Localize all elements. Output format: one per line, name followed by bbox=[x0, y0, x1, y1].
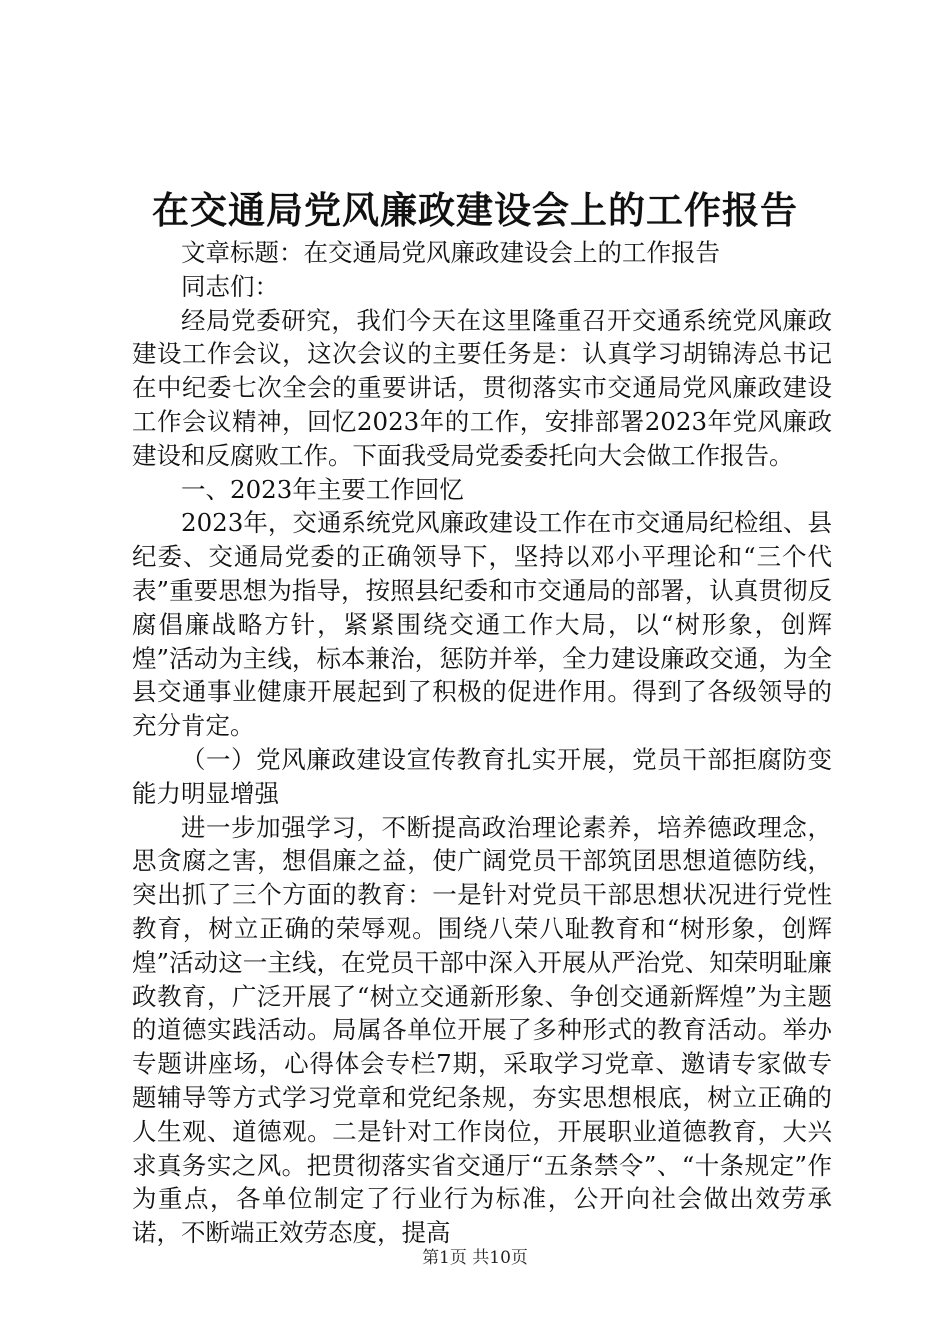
page-footer: 第1页 共10页 bbox=[422, 1248, 528, 1268]
subsection-heading: （一）党风廉政建设宣传教育扎实开展，党员干部拒腐防变能力明显增强 bbox=[132, 744, 832, 808]
paragraph: 经局党委研究，我们今天在这里隆重召开交通系统党风廉政建设工作会议，这次会议的主要任务是：认真学习胡锦涛总书记在中纪委七次全会的重要讲话，贯彻落实市交通局党风廉政建设工作会议精神，回忆2023年的工作，安排部署2023年党风廉政建设和反腐败工作。下面我受局党委委托向大会做工作报告。 bbox=[132, 305, 832, 470]
paragraph: 进一步加强学习，不断提高政治理论素养，培养德政理念，思贪腐之害，想倡廉之益，使广阔党员干部筑囝思想道德防线，突出抓了三个方面的教育：一是针对党员干部思想状况进行党性教育，树立正确的荣辱观。围绕八荣八耻教育和“树形象，创辉煌”活动这一主线，在党员干部中深入开展从严治党、知荣明耻廉政教育，广泛开展了“树立交通新形象、争创交通新辉煌”为主题的道德实践活动。局属各单位开展了多种形式的教育活动。举办专题讲座场，心得体会专栏7期，采取学习党章、邀请专家做专题辅导等方式学习党章和党纪条规，夯实思想根底，树立正确的人生观、道德观。二是针对工作岗位，开展职业道德教育，大兴求真务实之风。把贯彻落实省交通厅“五条禁令”、“十条规定”作为重点，各单位制定了行业行为标准，公开向社会做出效劳承诺，不断端正效劳态度，提高 bbox=[132, 812, 832, 1248]
paragraph: 2023年，交通系统党风廉政建设工作在市交通局纪检组、县纪委、交通局党委的正确领导下，坚持以邓小平理论和“三个代表”重要思想为指导，按照县纪委和市交通局的部署，认真贯彻反腐倡廉战略方针，紧紧围绕交通工作大局，以“树形象，创辉煌”活动为主线，标本兼治，惩防并举，全力建设廉政交通，为全县交通事业健康开展起到了积极的促进作用。得到了各级领导的充分肯定。 bbox=[132, 508, 832, 741]
document-title: 在交通局党风廉政建设会上的工作报告 bbox=[152, 188, 798, 232]
salutation: 同志们： bbox=[181, 271, 279, 301]
document-body bbox=[132, 236, 832, 1250]
section-heading: 一、2023年主要工作回忆 bbox=[181, 474, 464, 504]
article-title-line: 文章标题：在交通局党风廉政建设会上的工作报告 bbox=[181, 238, 720, 267]
